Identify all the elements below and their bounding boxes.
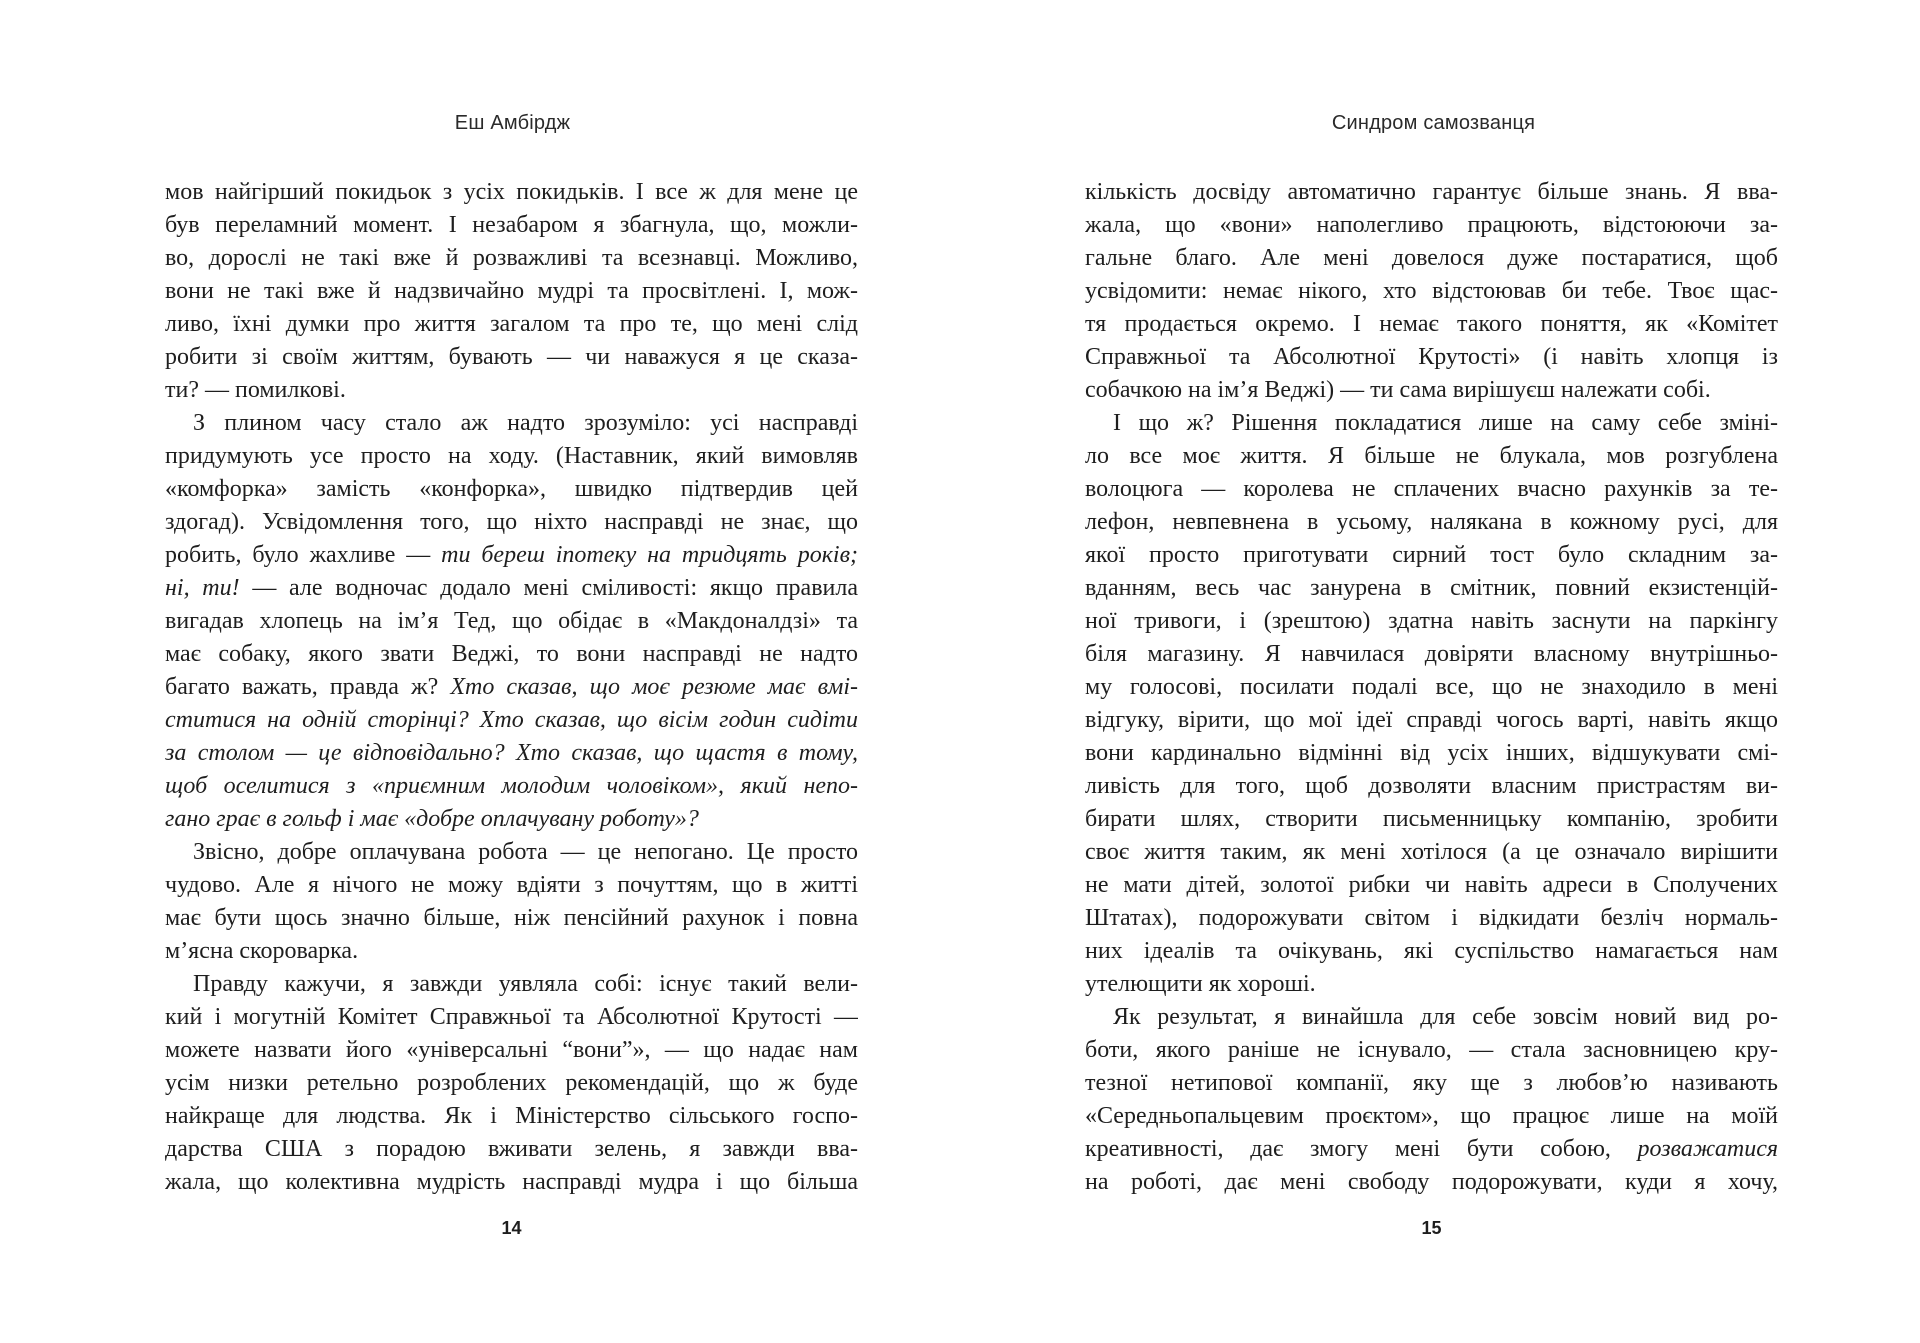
text-line: якої просто приготувати сирний тост було складним за- (1085, 542, 1778, 568)
text-line: відгуку, вірити, що мої ідеї справді чогось варті, навіть якщо (1085, 707, 1778, 733)
text-line: вони не такі вже й надзвичайно мудрі та просвітлені. І, мож- (165, 278, 858, 304)
text-line: ло все моє життя. Я більше не блукала, мов розгублена (1085, 443, 1778, 469)
text-line: біля магазину. Я навчилася довіряти власному внутрішньо- (1085, 641, 1778, 667)
text-line: жала, що «вони» наполегливо працюють, відстоюючи за- (1085, 212, 1778, 238)
text-line: ливість для того, щоб дозволяти власним пристрастям ви- (1085, 773, 1778, 799)
italic-segment: розважатися (1637, 1136, 1778, 1162)
text-line: не мати дітей, золотої рибки чи навіть адреси в Сполучених (1085, 872, 1778, 898)
text-line (165, 539, 858, 572)
left-page-number: 14 (501, 1218, 522, 1238)
right-running-head: Синдром самозванця (1331, 112, 1536, 134)
text-line: гано грає в гольф і має «добре оплачувану роботу»? (165, 806, 699, 832)
text-line: Звісно, добре оплачувана робота — це непогано. Це просто (193, 839, 858, 865)
italic-segment: ні, ти! (165, 575, 240, 601)
text-line: м’ясна скороварка. (165, 938, 359, 964)
text-segment: багато важать, правда ж? (165, 674, 451, 700)
text-line: робити зі своїм життям, бувають — чи наважуся я це сказа- (165, 344, 858, 370)
text-line: усвідомити: немає нікого, хто відстоював би тебе. Твоє щас- (1085, 278, 1778, 304)
text-line: Справжньої та Абсолютної Крутості» (і навіть хлопця із (1085, 344, 1778, 370)
text-line: дарства США з порадою вживати зелень, я завжди вва- (165, 1136, 858, 1162)
text-line: ститися на одній сторінці? Хто сказав, що вісім годин сидіти (165, 707, 858, 733)
text-segment: креативності, дає змогу мені бути собою, (1085, 1136, 1638, 1162)
text-line: за столом — це відповідально? Хто сказав, що щастя в тому, (165, 740, 858, 766)
text-line: вданням, весь час занурена в смітник, повний екзистенцій- (1085, 575, 1778, 601)
text-line: боти, якого раніше не існувало, — стала засновницею кру- (1085, 1037, 1778, 1063)
text-line: своє життя таким, як мені хотілося (а це означало вирішити (1085, 839, 1778, 865)
text-line: ної тривоги, і (зрештою) здатна навіть заснути на паркінгу (1085, 608, 1778, 634)
text-line: Правду кажучи, я завжди уявляла собі: існує такий вели- (193, 971, 858, 997)
text-line: му голосові, посилати подалі все, що не знаходило в мені (1085, 674, 1778, 700)
text-line: придумують усе просто на ходу. (Наставник, який вимовляв (165, 443, 858, 469)
text-segment: — але водночас додало мені сміливості: якщо правила (239, 575, 858, 601)
text-line: бирати шлях, створити письменницьку компанію, зробити (1085, 806, 1778, 832)
text-line: вигадав хлопець на ім’я Тед, що обідає в «Макдоналдзі» та (165, 608, 858, 634)
right-text-block (1085, 176, 1778, 1199)
text-line: усім низки ретельно розроблених рекомендацій, що ж буде (165, 1070, 858, 1096)
text-line: утелющити як хороші. (1085, 971, 1316, 997)
text-line: собачкою на ім’я Веджі) — ти сама вирішуєш належати собі. (1085, 377, 1711, 403)
text-line: вони кардинально відмінні від усіх інших, відшукувати смі- (1085, 740, 1778, 766)
text-line: був переламний момент. І незабаром я збагнула, що, можли- (165, 212, 858, 238)
text-line: має бути щось значно більше, ніж пенсійний рахунок і повна (165, 905, 858, 931)
right-page (960, 0, 1920, 1343)
italic-segment: Хто сказав, що моє резюме має вмі- (450, 674, 858, 700)
text-line: волоцюга — королева не сплачених вчасно рахунків за те- (1085, 476, 1778, 502)
text-line: можете назвати його «універсальні “вони”», — що надає нам (165, 1037, 858, 1063)
text-line: «комфорка» замість «конфорка», швидко підтвердив цей (165, 476, 858, 502)
text-line: ливо, їхні думки про життя загалом та про те, що мені слід (165, 311, 858, 337)
italic-segment: ти береш іпотеку на тридцять років; (441, 542, 858, 568)
text-line: лефон, невпевнена в усьому, налякана в кожному русі, для (1085, 509, 1778, 535)
right-page-number: 15 (1421, 1218, 1442, 1238)
text-line (165, 671, 858, 704)
text-line: мов найгірший покидьок з усіх покидьків. І все ж для мене це (165, 179, 858, 205)
text-line: щоб оселитися з «приємним молодим чоловіком», який непо- (165, 773, 858, 799)
text-line: на роботі, дає мені свободу подорожувати, куди я хочу, (1085, 1169, 1778, 1195)
text-line: З плином часу стало аж надто зрозуміло: усі насправді (193, 410, 858, 436)
text-line: тезної нетипової компанії, яку ще з любов’ю називають (1085, 1070, 1778, 1096)
text-line: «Середньопальцевим проєктом», що працює лише на моїй (1085, 1103, 1778, 1129)
text-line: найкраще для людства. Як і Міністерство сільського госпо- (165, 1103, 858, 1129)
text-line (1085, 1133, 1778, 1166)
text-line (165, 572, 858, 605)
text-line: Штатах), подорожувати світом і відкидати безліч нормаль- (1085, 905, 1778, 931)
text-line: них ідеалів та очікувань, які суспільство намагається нам (1085, 938, 1778, 964)
text-line: кількість досвіду автоматично гарантує більше знань. Я вва- (1085, 179, 1778, 205)
text-line: має собаку, якого звати Веджі, то вони насправді не надто (165, 641, 858, 667)
text-line: І що ж? Рішення покладатися лише на саму себе змінi- (1113, 410, 1778, 436)
text-line: жала, що колективна мудрість насправді мудра і що більша (165, 1169, 858, 1195)
text-line: здогад). Усвідомлення того, що ніхто насправді не знає, що (165, 509, 858, 535)
left-running-head: Еш Амбірдж (454, 112, 571, 134)
text-line: во, дорослі не такі вже й розважливі та всезнавці. Можливо, (165, 245, 858, 271)
text-line: ти? — помилкові. (165, 377, 346, 403)
text-segment: робить, було жахливе — (165, 542, 442, 568)
text-line: чудово. Але я нічого не можу вдіяти з почуттям, що в житті (165, 872, 858, 898)
left-text-block (165, 176, 858, 1199)
text-line: Як результат, я винайшла для себе зовсім новий вид ро- (1113, 1004, 1778, 1030)
text-line: гальне благо. Але мені довелося дуже постаратися, щоб (1085, 245, 1778, 271)
text-line: тя продається окремо. І немає такого поняття, як «Комітет (1085, 311, 1778, 337)
text-line: кий і могутній Комітет Справжньої та Абсолютної Крутості — (165, 1004, 858, 1030)
